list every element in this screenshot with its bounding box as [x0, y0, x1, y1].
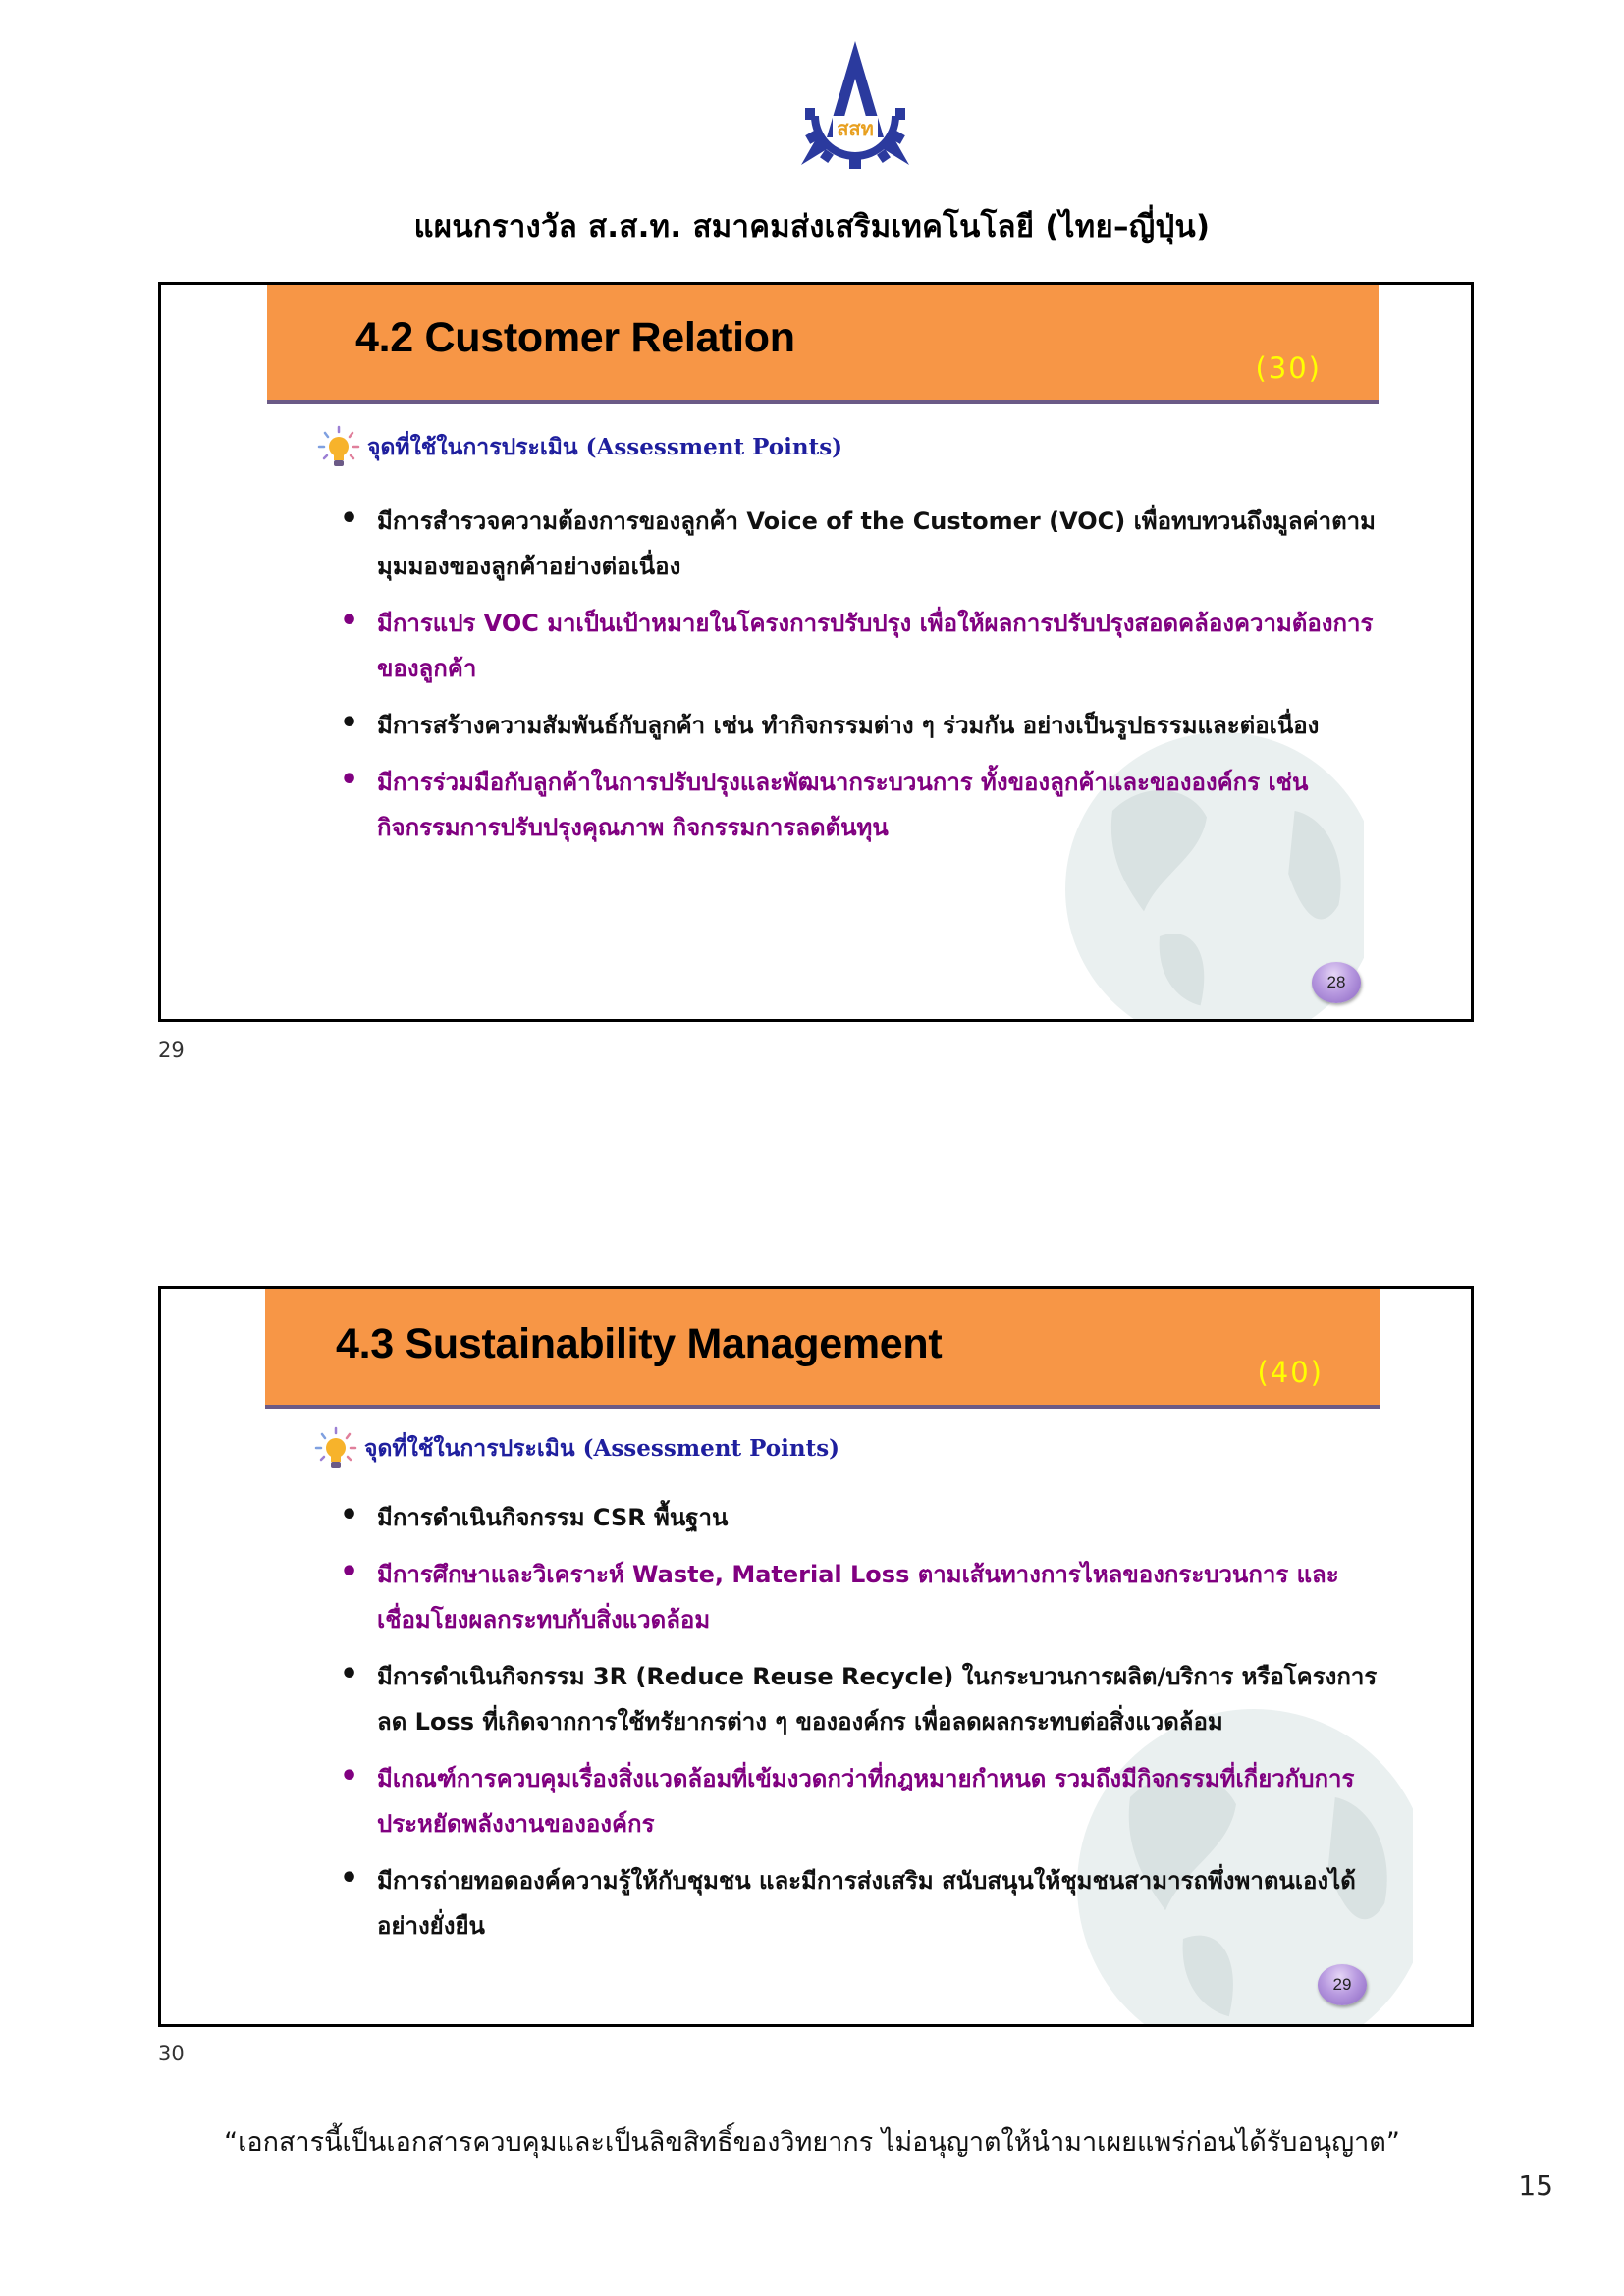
header-title: แผนกรางวัล ส.ส.ท. สมาคมส่งเสริมเทคโนโลยี (ไทย–ญี่ปุ่น): [413, 209, 1211, 244]
list-item: • มีการสร้างความสัมพันธ์กับลูกค้า เช่น ทำกิจกรรมต่าง ๆ ร่วมกัน อย่างเป็นรูปธรรมและต่อเนื่อง: [338, 703, 1379, 748]
score-badge: (30): [1255, 351, 1322, 385]
slide-title: 4.3 Sustainability Management: [336, 1320, 943, 1367]
slide-page-badge: 29: [1318, 1964, 1367, 2005]
assessment-label: จุดที่ใช้ในการประเมิน (Assessment Points): [364, 1435, 840, 1462]
score-badge: (40): [1257, 1356, 1324, 1389]
list-item: • มีการดำเนินกิจกรรม 3R (Reduce Reuse Recycle) ในกระบวนการผลิต/บริการ หรือโครงการลด Loss ที่เกิดจากการใช้ทรัยากรต่าง ๆ ขององค์กร เพื่อลดผลกระทบต่อสิ่งแวดล้อม: [338, 1654, 1379, 1744]
assessment-label: จุดที่ใช้ในการประเมิน (Assessment Points): [367, 434, 843, 460]
list-item: • มีการร่วมมือกับลูกค้าในการปรับปรุงและพัฒนากระบวนการ ทั้งของลูกค้าและขององค์กร เช่น กิจกรรมการปรับปรุงคุณภาพ กิจกรรมการลดต้นทุน: [338, 760, 1379, 850]
assessment-heading: [316, 425, 842, 470]
slide-number: 29: [158, 1039, 185, 1062]
svg-text:สสท: สสท: [837, 117, 874, 140]
association-logo: [797, 39, 913, 177]
list-item: • มีการแปร VOC มาเป็นเป้าหมายในโครงการปรับปรุง เพื่อให้ผลการปรับปรุงสอดคล้องความต้องการของลูกค้า: [338, 601, 1379, 691]
page-number: 15: [1518, 2169, 1553, 2202]
lightbulb-icon: [316, 425, 361, 470]
assessment-points-list: [338, 1495, 1379, 1960]
copyright-notice: “เอกสารนี้เป็นเอกสารควบคุมและเป็นลิขสิทธิ์ของวิทยากร ไม่อนุญาตให้นำมาเผยแพร่ก่อนได้รับอนุญาต”: [224, 2127, 1400, 2158]
list-item: • มีการสำรวจความต้องการของลูกค้า Voice of the Customer (VOC) เพื่อทบทวนถึงมูลค่าตามมุมมองของลูกค้าอย่างต่อเนื่อง: [338, 499, 1379, 589]
slide-title-bar: [265, 1289, 1380, 1409]
list-item: • มีการศึกษาและวิเคราะห์ Waste, Material Loss ตามเส้นทางการไหลของกระบวนการ และเชื่อมโยงผลกระทบกับสิ่งแวดล้อม: [338, 1552, 1379, 1642]
list-item: • มีการถ่ายทอดองค์ความรู้ให้กับชุมชน และมีการส่งเสริม สนับสนุนให้ชุมชนสามารถพึ่งพาตนเองได้อย่างยั่งยืน: [338, 1858, 1379, 1949]
slide-page-badge: 28: [1312, 962, 1361, 1003]
assessment-points-list: [338, 499, 1379, 862]
list-item: • มีเกณฑ์การควบคุมเรื่องสิ่งแวดล้อมที่เข้มงวดกว่าที่กฎหมายกำหนด รวมถึงมีกิจกรรมที่เกี่ยวกับการประหยัดพลังงานขององค์กร: [338, 1756, 1379, 1846]
slide-title-bar: [267, 285, 1379, 404]
slide-number: 30: [158, 2042, 185, 2065]
list-item: • มีการดำเนินกิจกรรม CSR พื้นฐาน: [338, 1495, 1379, 1540]
assessment-heading: [313, 1426, 839, 1471]
slide-customer-relation: [158, 282, 1474, 1022]
slide-sustainability-management: [158, 1286, 1474, 2027]
lightbulb-icon: [313, 1426, 358, 1471]
slide-title: 4.2 Customer Relation: [355, 314, 795, 361]
